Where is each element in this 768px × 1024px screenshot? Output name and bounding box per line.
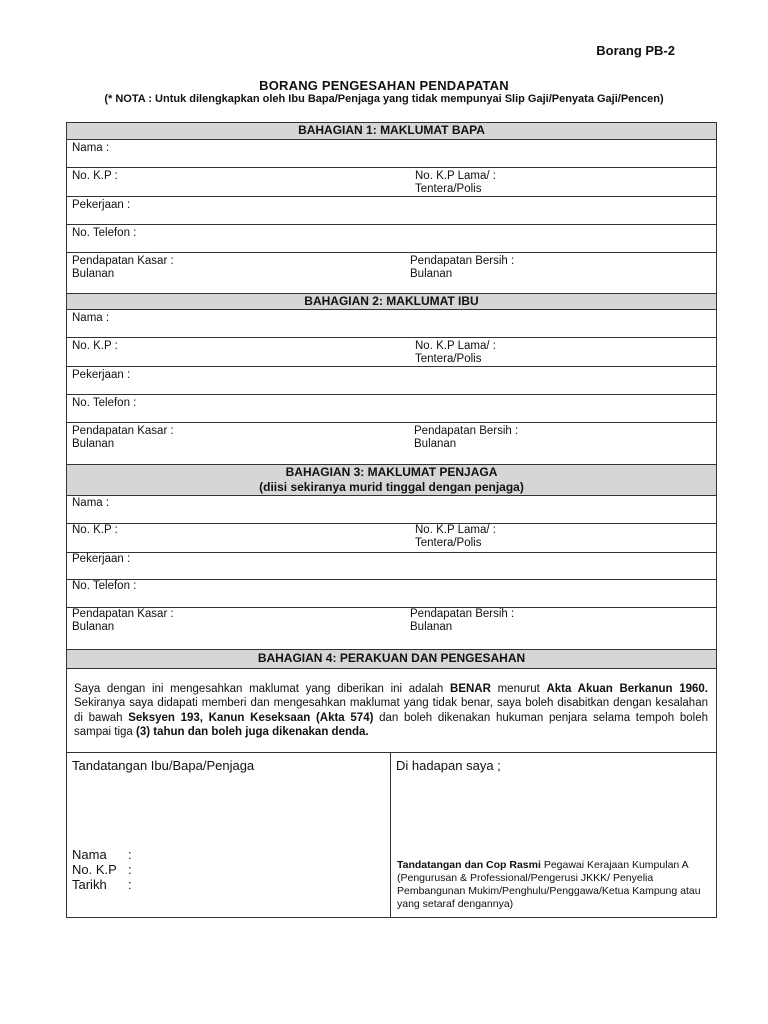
parent-signature-title: Tandatangan Ibu/Bapa/Penjaga [72, 758, 255, 773]
penjaga-nama-row[interactable] [67, 496, 716, 524]
sig-tarikh-field[interactable]: Tarikh : [72, 877, 132, 892]
section4-title: BAHAGIAN 4: PERAKUAN DAN PENGESAHAN [257, 651, 526, 665]
bapa-kp-lama-label: No. K.P Lama/ : Tentera/Polis [415, 170, 496, 195]
section3-subtitle: (diisi sekiranya murid tinggal dengan penjaga) [259, 480, 524, 494]
form-note: (* NOTA : Untuk dilengkapkan oleh Ibu Bapa/Penjaga yang tidak mempunyai Slip Gaji/Penyata Gaji/Pencen) [104, 93, 664, 105]
bapa-kp-row[interactable] [67, 168, 716, 197]
ibu-pekerjaan-label: Pekerjaan : [72, 369, 131, 381]
ibu-telefon-label: No. Telefon : [72, 397, 137, 409]
declaration-text: Saya dengan ini mengesahkan maklumat yang diberikan ini adalah BENAR menurut Akta Akuan Berkanun 1960. Sekiranya saya didapati memberi dan mengesahkan maklumat yang tidak benar, saya boleh disabitkan dengan kesalahan di bawah Seksyen 193, Kanun Keseksaan (Akta 574) dan boleh dikenakan hukuman penjara selama tempoh boleh sampai tiga (3) tahun dan boleh juga dikenakan denda. [67, 669, 716, 753]
penjaga-telefon-label: No. Telefon : [72, 580, 137, 592]
official-signature-box[interactable] [391, 753, 716, 917]
ibu-kp-lama-label: No. K.P Lama/ : Tentera/Polis [415, 340, 496, 365]
penjaga-kp-label: No. K.P : [72, 524, 118, 536]
ibu-kasar-label: Pendapatan Kasar : Bulanan [72, 425, 174, 450]
official-signature-title: Di hadapan saya ; [396, 758, 501, 773]
penjaga-pekerjaan-row[interactable] [67, 553, 716, 580]
section4-header [67, 650, 716, 669]
bapa-pekerjaan-label: Pekerjaan : [72, 199, 131, 211]
penjaga-kp-row[interactable] [67, 524, 716, 553]
penjaga-pendapatan-row[interactable] [67, 608, 716, 650]
bapa-kp-label: No. K.P : [72, 170, 118, 182]
bapa-telefon-row[interactable] [67, 225, 716, 253]
official-description: Tandatangan dan Cop Rasmi Pegawai Kerajaan Kumpulan A (Pengurusan & Professional/Pengerusi JKKK/ Penyelia Pembangunan Mukim/Penghulu/Penggawa/Ketua Kampung atau yang setaraf dengannya) [397, 859, 701, 910]
ibu-pendapatan-row[interactable] [67, 423, 716, 465]
section1-header [67, 123, 716, 140]
penjaga-pekerjaan-label: Pekerjaan : [72, 553, 131, 565]
penjaga-telefon-row[interactable] [67, 580, 716, 608]
form-table [66, 122, 717, 918]
ibu-nama-row[interactable] [67, 310, 716, 338]
ibu-kp-row[interactable] [67, 338, 716, 367]
section3-title: BAHAGIAN 3: MAKLUMAT PENJAGA [285, 465, 498, 479]
penjaga-nama-label: Nama : [72, 497, 110, 509]
ibu-bersih-label: Pendapatan Bersih : Bulanan [414, 425, 519, 450]
bapa-telefon-label: No. Telefon : [72, 227, 137, 239]
tempoh-text: (3) tahun dan boleh juga dikenakan denda. [136, 725, 369, 738]
sig-nama-field[interactable]: Nama : [72, 847, 132, 862]
ibu-kp-label: No. K.P : [72, 340, 118, 352]
ibu-pekerjaan-row[interactable] [67, 367, 716, 395]
benar-text: BENAR [450, 683, 491, 695]
section1-title: BAHAGIAN 1: MAKLUMAT BAPA [298, 123, 485, 137]
section2-title: BAHAGIAN 2: MAKLUMAT IBU [304, 294, 479, 308]
bapa-kasar-label: Pendapatan Kasar : Bulanan [72, 255, 174, 280]
bapa-nama-row[interactable] [67, 140, 716, 168]
bapa-pekerjaan-row[interactable] [67, 197, 716, 225]
signature-block [67, 753, 716, 917]
bapa-pendapatan-row[interactable] [67, 253, 716, 294]
bapa-nama-label: Nama : [72, 142, 110, 154]
ibu-nama-label: Nama : [72, 312, 110, 324]
penjaga-kp-lama-label: No. K.P Lama/ : Tentera/Polis [415, 524, 496, 549]
section3-header [67, 465, 716, 496]
parent-signature-box[interactable] [67, 753, 391, 917]
bapa-bersih-label: Pendapatan Bersih : Bulanan [410, 255, 515, 280]
form-code: Borang PB-2 [596, 43, 675, 58]
section2-header [67, 294, 716, 310]
parent-signature-fields [72, 847, 132, 892]
penjaga-kasar-label: Pendapatan Kasar : Bulanan [72, 608, 174, 633]
akta-text: Akta Akuan Berkanun 1960. [546, 683, 708, 695]
seksyen-text: Seksyen 193, Kanun Keseksaan (Akta 574) [128, 711, 374, 724]
form-title: BORANG PENGESAHAN PENDAPATAN [259, 78, 509, 93]
penjaga-bersih-label: Pendapatan Bersih : Bulanan [410, 608, 515, 633]
ibu-telefon-row[interactable] [67, 395, 716, 423]
sig-kp-field[interactable]: No. K.P : [72, 862, 132, 877]
